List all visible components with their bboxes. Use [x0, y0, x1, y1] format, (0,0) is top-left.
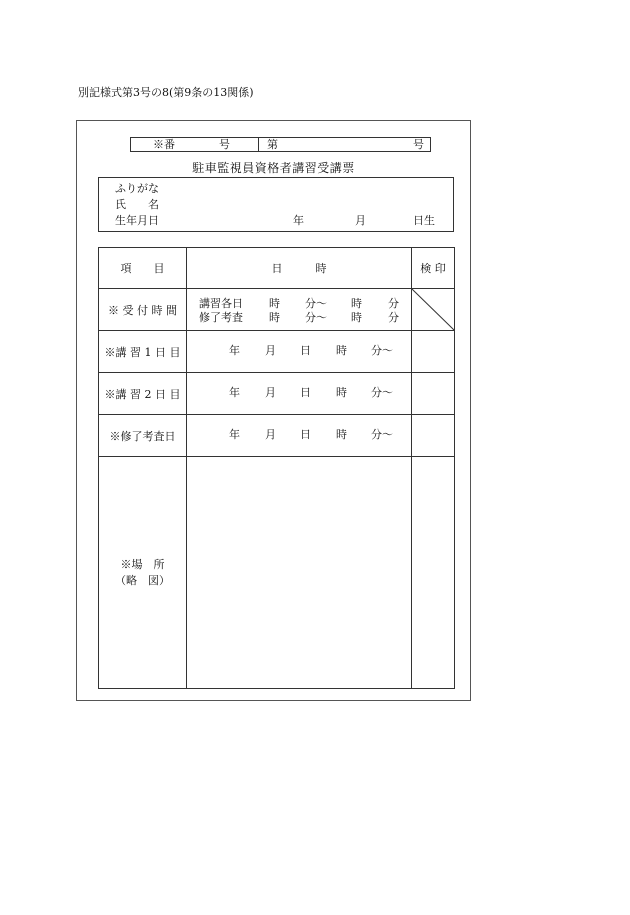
date-row-seal: [412, 415, 455, 457]
date-hour: 時: [336, 386, 347, 399]
reception-row: [99, 289, 455, 331]
dob-label: 生年月日: [115, 214, 159, 227]
personal-info-box: [98, 177, 454, 232]
number-go: 号: [413, 138, 424, 151]
date-year: 年: [229, 386, 240, 399]
diagonal-slash-icon: [412, 289, 454, 330]
furigana-label: ふりがな: [115, 182, 159, 195]
reception-exam-hour2: 時: [351, 311, 362, 324]
number-divider: [258, 138, 259, 151]
date-row-2: [99, 373, 455, 415]
date-month: 月: [265, 386, 276, 399]
date-row-fields: [187, 373, 412, 415]
place-label-cell: [99, 457, 187, 689]
date-row-fields: [187, 415, 412, 457]
date-day: 日: [300, 428, 311, 441]
header-row: [99, 248, 455, 289]
number-label: ※番 号: [153, 138, 230, 151]
reception-daily-hour1: 時: [269, 297, 280, 310]
date-row-fields: [187, 331, 412, 373]
place-map-area: [187, 457, 412, 689]
reception-daily-min2: 分: [388, 297, 399, 310]
date-month: 月: [265, 344, 276, 357]
place-row: [99, 457, 455, 689]
place-map-label: （略 図）: [115, 573, 170, 587]
reception-time-grid: [187, 289, 411, 330]
date-row-label: ※講 習 1 日 目: [99, 331, 187, 373]
ticket-card: [76, 120, 471, 701]
date-hour: 時: [336, 428, 347, 441]
reception-daily-min1: 分～: [305, 297, 327, 310]
reception-times: [187, 289, 412, 331]
place-label: ※場 所: [120, 557, 165, 571]
date-row-label: ※修了考査日: [99, 415, 187, 457]
date-row-1: [99, 331, 455, 373]
header-item: 項 目: [99, 248, 187, 289]
date-row-seal: [412, 331, 455, 373]
date-row-seal: [412, 373, 455, 415]
place-seal-cell: [412, 457, 455, 689]
dob-day: 日生: [413, 214, 435, 227]
reception-exam-min2: 分: [388, 311, 399, 324]
date-minute: 分～: [371, 344, 393, 357]
dob-year: 年: [293, 214, 304, 227]
schedule-table: [98, 247, 455, 689]
page-title: 駐車監視員資格者講習受講票: [192, 161, 355, 175]
date-day: 日: [300, 386, 311, 399]
date-row-label: ※講 習 2 日 目: [99, 373, 187, 415]
reception-exam-min1: 分～: [305, 311, 327, 324]
name-label: 氏 名: [115, 198, 159, 211]
number-box: [130, 137, 431, 152]
date-minute: 分～: [371, 386, 393, 399]
date-day: 日: [300, 344, 311, 357]
header-seal: 検 印: [412, 248, 455, 289]
date-year: 年: [229, 428, 240, 441]
reception-daily-hour2: 時: [351, 297, 362, 310]
date-minute: 分～: [371, 428, 393, 441]
reception-seal-cell: [412, 289, 455, 331]
form-caption: 別記様式第3号の8(第9条の13関係): [78, 86, 254, 99]
reception-exam-label: 修了考査: [199, 311, 243, 324]
date-year: 年: [229, 344, 240, 357]
date-row-3: [99, 415, 455, 457]
reception-exam-hour1: 時: [269, 311, 280, 324]
reception-label: ※ 受 付 時 間: [99, 289, 187, 331]
date-hour: 時: [336, 344, 347, 357]
date-month: 月: [265, 428, 276, 441]
reception-daily-label: 講習各日: [199, 297, 243, 310]
dob-month: 月: [355, 214, 366, 227]
number-dai: 第: [267, 138, 278, 151]
header-datetime: 日 時: [187, 248, 412, 289]
